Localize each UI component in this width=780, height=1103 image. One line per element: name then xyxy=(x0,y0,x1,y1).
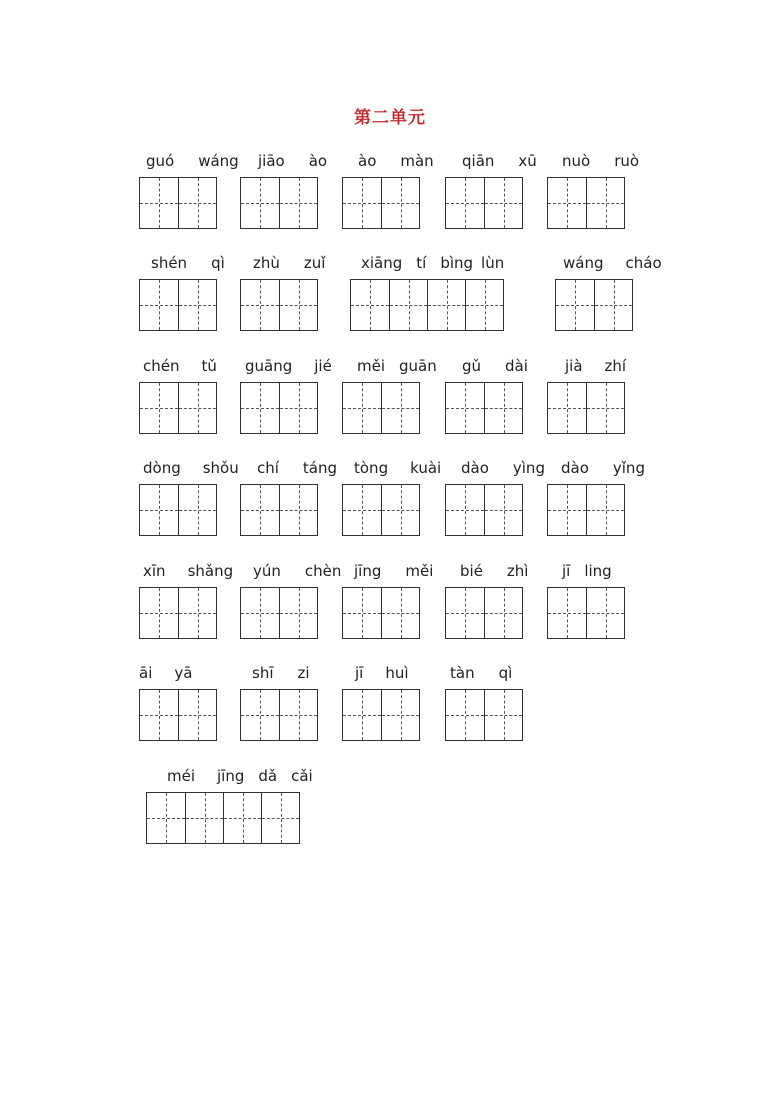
pinyin-syllable: cháo xyxy=(625,254,662,272)
tianzige-grid[interactable] xyxy=(547,484,625,536)
writing-cell[interactable] xyxy=(381,383,419,433)
writing-cell[interactable] xyxy=(185,793,223,843)
writing-cell[interactable] xyxy=(446,178,484,228)
writing-cell[interactable] xyxy=(261,793,299,843)
pinyin-label xyxy=(253,560,341,582)
pinyin-syllable: shī xyxy=(252,664,274,682)
writing-cell[interactable] xyxy=(178,280,216,330)
tianzige-grid[interactable] xyxy=(547,587,625,639)
writing-cell[interactable] xyxy=(279,280,317,330)
pinyin-label xyxy=(143,457,239,479)
tianzige-grid[interactable] xyxy=(445,689,523,741)
writing-cell[interactable] xyxy=(178,690,216,740)
writing-cell[interactable] xyxy=(178,383,216,433)
pinyin-syllable: jīng xyxy=(217,767,245,785)
pinyin-syllable: zhì xyxy=(506,562,529,580)
writing-cell[interactable] xyxy=(381,485,419,535)
writing-cell[interactable] xyxy=(279,690,317,740)
pinyin-syllable: guó xyxy=(146,152,175,170)
tianzige-grid[interactable] xyxy=(342,177,420,229)
pinyin-label xyxy=(357,355,437,377)
writing-cell[interactable] xyxy=(140,485,178,535)
writing-cell[interactable] xyxy=(427,280,465,330)
tianzige-grid[interactable] xyxy=(547,177,625,229)
pinyin-label xyxy=(565,355,626,377)
pinyin-syllable: wáng xyxy=(563,254,604,272)
pinyin-syllable: xīn xyxy=(143,562,166,580)
pinyin-syllable: jī xyxy=(355,664,364,682)
writing-cell[interactable] xyxy=(343,178,381,228)
writing-cell[interactable] xyxy=(241,588,279,638)
writing-cell[interactable] xyxy=(484,383,522,433)
pinyin-syllable: jiāo xyxy=(258,152,285,170)
pinyin-syllable: tǔ xyxy=(201,357,217,375)
pinyin-syllable: yǐng xyxy=(612,459,645,477)
writing-cell[interactable] xyxy=(140,588,178,638)
pinyin-syllable: zhù xyxy=(253,254,280,272)
writing-cell[interactable] xyxy=(586,485,624,535)
pinyin-syllable: zhí xyxy=(604,357,627,375)
pinyin-label xyxy=(252,662,310,684)
pinyin-label xyxy=(358,150,434,172)
pinyin-syllable: huì xyxy=(385,664,409,682)
pinyin-syllable: màn xyxy=(400,152,434,170)
pinyin-syllable: zuǐ xyxy=(303,254,326,272)
writing-cell[interactable] xyxy=(279,485,317,535)
writing-cell[interactable] xyxy=(140,690,178,740)
pinyin-label xyxy=(561,457,645,479)
pinyin-syllable: méi xyxy=(167,767,196,785)
writing-cell[interactable] xyxy=(465,280,503,330)
writing-cell[interactable] xyxy=(241,280,279,330)
writing-cell[interactable] xyxy=(446,588,484,638)
page-title: 第二单元 xyxy=(354,108,426,128)
pinyin-syllable: dǎ xyxy=(258,767,278,785)
pinyin-syllable: gǔ xyxy=(462,357,482,375)
pinyin-syllable: yún xyxy=(253,562,281,580)
pinyin-syllable: jīng xyxy=(354,562,382,580)
writing-cell[interactable] xyxy=(548,383,586,433)
writing-cell[interactable] xyxy=(279,588,317,638)
tianzige-grid[interactable] xyxy=(342,689,420,741)
tianzige-grid[interactable] xyxy=(445,177,523,229)
writing-cell[interactable] xyxy=(484,485,522,535)
pinyin-syllable: cǎi xyxy=(291,767,313,785)
writing-cell[interactable] xyxy=(548,178,586,228)
writing-cell[interactable] xyxy=(586,383,624,433)
writing-cell[interactable] xyxy=(178,178,216,228)
pinyin-syllable: kuài xyxy=(410,459,442,477)
tianzige-grid[interactable] xyxy=(342,484,420,536)
pinyin-syllable: měi xyxy=(405,562,434,580)
pinyin-label xyxy=(253,252,325,274)
pinyin-label xyxy=(354,560,433,582)
writing-cell[interactable] xyxy=(223,793,261,843)
writing-cell[interactable] xyxy=(343,485,381,535)
writing-cell[interactable] xyxy=(279,383,317,433)
pinyin-syllable: chèn xyxy=(304,562,342,580)
writing-cell[interactable] xyxy=(343,383,381,433)
pinyin-label xyxy=(462,355,528,377)
pinyin-syllable: ling xyxy=(584,562,612,580)
writing-cell[interactable] xyxy=(594,280,632,330)
tianzige-grid[interactable] xyxy=(139,279,217,331)
pinyin-label xyxy=(450,662,512,684)
pinyin-syllable: tòng xyxy=(354,459,389,477)
tianzige-grid[interactable] xyxy=(240,484,318,536)
writing-cell[interactable] xyxy=(241,178,279,228)
writing-cell[interactable] xyxy=(178,485,216,535)
pinyin-syllable: ruò xyxy=(614,152,640,170)
writing-cell[interactable] xyxy=(381,588,419,638)
pinyin-syllable: chí xyxy=(257,459,279,477)
pinyin-syllable: ào xyxy=(308,152,328,170)
writing-cell[interactable] xyxy=(556,280,594,330)
writing-cell[interactable] xyxy=(586,588,624,638)
tianzige-grid[interactable] xyxy=(445,587,523,639)
pinyin-syllable: qì xyxy=(498,664,513,682)
pinyin-label xyxy=(562,150,639,172)
writing-cell[interactable] xyxy=(381,178,419,228)
tianzige-grid[interactable] xyxy=(139,689,217,741)
pinyin-syllable: jī xyxy=(562,562,571,580)
pinyin-syllable: bìng xyxy=(440,254,474,272)
writing-cell[interactable] xyxy=(241,690,279,740)
tianzige-grid[interactable] xyxy=(445,382,523,434)
writing-cell[interactable] xyxy=(279,178,317,228)
pinyin-syllable: shǎng xyxy=(187,562,234,580)
pinyin-syllable: tí xyxy=(416,254,427,272)
writing-cell[interactable] xyxy=(548,485,586,535)
tianzige-grid[interactable] xyxy=(240,587,318,639)
pinyin-syllable: lùn xyxy=(481,254,505,272)
pinyin-syllable: guān xyxy=(399,357,437,375)
pinyin-syllable: wáng xyxy=(198,152,239,170)
pinyin-syllable: jià xyxy=(565,357,583,375)
tianzige-grid[interactable] xyxy=(240,177,318,229)
pinyin-label xyxy=(143,355,217,377)
tianzige-grid[interactable] xyxy=(350,279,504,331)
writing-cell[interactable] xyxy=(140,280,178,330)
pinyin-label xyxy=(563,252,662,274)
writing-cell[interactable] xyxy=(389,280,427,330)
pinyin-syllable: shén xyxy=(151,254,188,272)
tianzige-grid[interactable] xyxy=(139,382,217,434)
pinyin-label xyxy=(258,150,327,172)
writing-cell[interactable] xyxy=(446,690,484,740)
tianzige-grid[interactable] xyxy=(240,382,318,434)
tianzige-grid[interactable] xyxy=(547,382,625,434)
writing-cell[interactable] xyxy=(586,178,624,228)
pinyin-syllable: qì xyxy=(211,254,225,272)
pinyin-syllable: yā xyxy=(174,664,193,682)
tianzige-grid[interactable] xyxy=(139,177,217,229)
tianzige-grid[interactable] xyxy=(240,279,318,331)
pinyin-syllable: dòng xyxy=(143,459,181,477)
pinyin-syllable: táng xyxy=(302,459,338,477)
writing-cell[interactable] xyxy=(446,485,484,535)
tianzige-grid[interactable] xyxy=(342,587,420,639)
pinyin-syllable: měi xyxy=(357,357,386,375)
writing-cell[interactable] xyxy=(343,588,381,638)
writing-cell[interactable] xyxy=(548,588,586,638)
writing-cell[interactable] xyxy=(178,588,216,638)
writing-cell[interactable] xyxy=(484,588,522,638)
pinyin-syllable: chén xyxy=(143,357,180,375)
pinyin-label xyxy=(245,355,332,377)
pinyin-syllable: jié xyxy=(314,357,332,375)
pinyin-label xyxy=(146,150,239,172)
tianzige-grid[interactable] xyxy=(139,484,217,536)
pinyin-label xyxy=(354,457,441,479)
pinyin-syllable: xiāng xyxy=(361,254,403,272)
writing-cell[interactable] xyxy=(343,690,381,740)
pinyin-label xyxy=(355,662,409,684)
pinyin-syllable: shǒu xyxy=(202,459,239,477)
pinyin-label xyxy=(562,560,612,582)
tianzige-grid[interactable] xyxy=(342,382,420,434)
pinyin-syllable: tàn xyxy=(450,664,475,682)
pinyin-label xyxy=(143,560,233,582)
pinyin-label xyxy=(462,150,537,172)
pinyin-label xyxy=(361,252,504,274)
pinyin-syllable: dào xyxy=(561,459,589,477)
writing-cell[interactable] xyxy=(241,383,279,433)
pinyin-syllable: bié xyxy=(460,562,483,580)
writing-cell[interactable] xyxy=(351,280,389,330)
writing-cell[interactable] xyxy=(140,178,178,228)
pinyin-syllable: āi xyxy=(139,664,153,682)
tianzige-grid[interactable] xyxy=(240,689,318,741)
pinyin-syllable: guāng xyxy=(245,357,293,375)
writing-cell[interactable] xyxy=(140,383,178,433)
pinyin-syllable: xū xyxy=(518,152,537,170)
writing-cell[interactable] xyxy=(241,485,279,535)
pinyin-syllable: yìng xyxy=(512,459,545,477)
pinyin-syllable: zi xyxy=(297,664,310,682)
pinyin-label xyxy=(167,765,313,787)
pinyin-label xyxy=(461,457,545,479)
pinyin-label xyxy=(151,252,225,274)
pinyin-label xyxy=(139,662,192,684)
pinyin-label xyxy=(460,560,528,582)
tianzige-grid[interactable] xyxy=(146,792,300,844)
writing-cell[interactable] xyxy=(484,690,522,740)
tianzige-grid[interactable] xyxy=(555,279,633,331)
writing-cell[interactable] xyxy=(147,793,185,843)
pinyin-syllable: dào xyxy=(461,459,489,477)
pinyin-label xyxy=(257,457,337,479)
pinyin-syllable: nuò xyxy=(562,152,591,170)
tianzige-grid[interactable] xyxy=(445,484,523,536)
tianzige-grid[interactable] xyxy=(139,587,217,639)
pinyin-syllable: dài xyxy=(505,357,528,375)
pinyin-syllable: qiān xyxy=(462,152,495,170)
writing-cell[interactable] xyxy=(446,383,484,433)
pinyin-syllable: ào xyxy=(358,152,377,170)
writing-cell[interactable] xyxy=(484,178,522,228)
writing-cell[interactable] xyxy=(381,690,419,740)
